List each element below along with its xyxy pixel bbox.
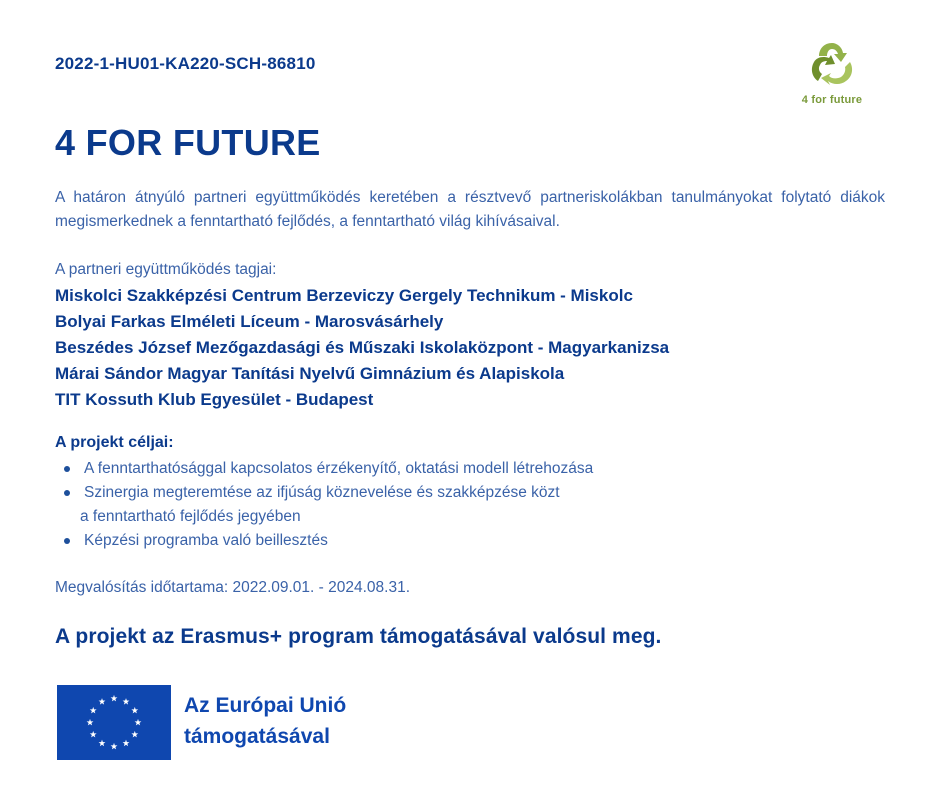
goals-heading: A projekt céljai: <box>55 434 174 451</box>
goal-item <box>62 457 593 481</box>
eu-star-icon <box>99 698 106 705</box>
bullet-icon <box>64 466 70 472</box>
logo-caption: 4 for future <box>801 94 863 106</box>
eu-label-line1: Az Európai Unió <box>184 694 347 717</box>
partners-heading: A partneri együttműködés tagjai: <box>55 261 277 278</box>
eu-star-icon <box>111 743 118 750</box>
goals-list <box>62 457 593 553</box>
partner-item: TIT Kossuth Klub Egyesület - Budapest <box>55 390 374 409</box>
partner-item: Bolyai Farkas Elméleti Líceum - Marosvásárhely <box>55 312 444 331</box>
duration-text: Megvalósítás időtartama: 2022.09.01. - 2024.08.31. <box>55 579 411 596</box>
eu-star-icon <box>87 719 94 726</box>
goal-text: Képzési programba való beillesztés <box>84 532 328 549</box>
goal-item <box>62 481 593 529</box>
eu-star-icon <box>90 731 97 738</box>
bullet-icon <box>64 490 70 496</box>
partners-list <box>55 283 669 413</box>
eu-label-line2: támogatásával <box>184 725 330 748</box>
bullet-icon <box>64 538 70 544</box>
eu-flag-icon <box>57 685 171 760</box>
eu-funding-label <box>184 690 346 752</box>
eu-star-icon <box>123 698 130 705</box>
page-title: 4 FOR FUTURE <box>55 122 321 163</box>
goal-item <box>62 529 593 553</box>
project-logo <box>790 40 874 106</box>
partner-item: Miskolci Szakképzési Centrum Berzeviczy Gergely Technikum - Miskolc <box>55 286 633 305</box>
partner-item: Beszédes József Mezőgazdasági és Műszaki Iskolaközpont - Magyarkanizsa <box>55 338 670 357</box>
eu-star-icon <box>131 731 138 738</box>
eu-star-icon <box>99 740 106 747</box>
project-code: 2022-1-HU01-KA220-SCH-86810 <box>55 54 316 73</box>
goal-text: Szinergia megteremtése az ifjúság köznevelése és szakképzése közt <box>84 484 560 501</box>
support-statement: A projekt az Erasmus+ program támogatásával valósul meg. <box>55 625 662 648</box>
goal-text-continuation: a fenntartható fejlődés jegyében <box>80 508 301 525</box>
recycle-leaves-icon <box>806 40 858 90</box>
eu-star-icon <box>123 740 130 747</box>
goal-text: A fenntarthatósággal kapcsolatos érzékenyítő, oktatási modell létrehozása <box>84 460 594 477</box>
eu-star-icon <box>111 695 118 702</box>
eu-star-icon <box>131 707 138 714</box>
eu-star-icon <box>135 719 142 726</box>
partner-item: Márai Sándor Magyar Tanítási Nyelvű Gimnázium és Alapiskola <box>55 364 565 383</box>
eu-star-icon <box>90 707 97 714</box>
intro-paragraph: A határon átnyúló partneri együttműködés keretében a résztvevő partneriskolákban tanulmányokat folytató diákok megismerkednek a fenntartható fejlődés, a fenntartható világ kihívásaival. <box>55 189 885 230</box>
